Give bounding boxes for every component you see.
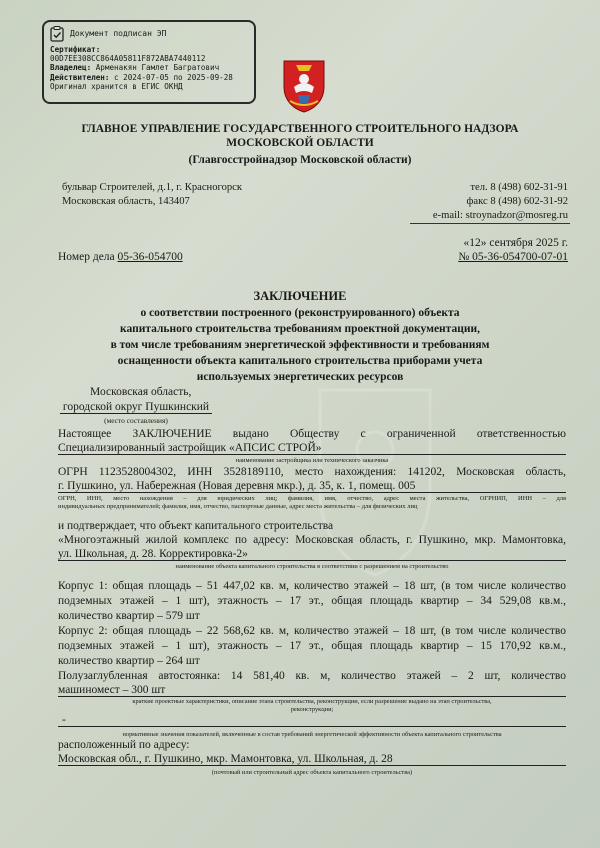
building2-line1: Корпус 2: общая площадь – 22 568,62 кв. м, количество этажей – 18 шт, (в том числе количество <box>58 625 566 637</box>
object-caption: наименование объекта капитального строительства в соответствии с разрешением на строительство <box>175 563 449 570</box>
located-at-label: расположенный по адресу: <box>58 739 190 751</box>
place-caption: (место составления) <box>104 416 168 425</box>
object-name-line2: ул. Школьная, д. 28. Корректировка-2» <box>58 548 566 561</box>
divider <box>410 223 570 224</box>
building1-line1: Корпус 1: общая площадь – 51 447,02 кв. м, количество этажей – 18 шт, (в том числе количество <box>58 580 566 592</box>
signature-title: Документ подписан ЭП <box>70 29 167 39</box>
developer-caption: наименование застройщика или технического заказчика <box>235 457 389 464</box>
e-signature-stamp <box>42 20 256 104</box>
ogrn-line2: г. Пушкино, ул. Набережная (Новая деревня мкр.), д. 35, к. 1, помещ. 005 <box>58 480 566 493</box>
title-line5: используемых энергетических ресурсов <box>196 371 404 383</box>
parking-line2: машиномест – 300 шт <box>58 684 566 697</box>
object-address: Московская обл., г. Пушкино, мкр. Мамонтовка, ул. Школьная, д. 28 <box>58 753 566 766</box>
case-number-row <box>58 250 183 264</box>
title-line2: капитального строительства требованиям проектной документации, <box>120 323 480 335</box>
document-title: ЗАКЛЮЧЕНИЕ <box>253 289 347 303</box>
energy-values-caption: нормативные значения показателей, включенные в состав требований энергетической эффективности объекта капитального строительства <box>122 731 502 738</box>
agency-address-line1: бульвар Строителей, д.1, г. Красногорск <box>62 182 243 193</box>
case-number-label: Номер дела <box>58 251 115 263</box>
agency-short-name: (Главгосстройнадзор Московской области) <box>188 154 412 166</box>
agency-email: e-mail: stroynadzor@mosreg.ru <box>432 210 568 221</box>
document-number: № 05-36-054700-07-01 <box>458 251 568 263</box>
valid-value: с 2024-07-05 по 2025-09-28 <box>114 72 233 82</box>
confirms-text: и подтверждает, что объект капитального строительства <box>58 520 334 532</box>
object-address-caption: (почтовый или строительный адрес объекта капитального строительства) <box>211 769 413 776</box>
ogrn-caption-line1: ОГРН, ИНН, место нахождения – для юридических лиц; фамилия, имя, отчество, адрес места жительства, ОГРНИП, ИНН – для <box>58 495 566 502</box>
agency-name-line1: ГЛАВНОЕ УПРАВЛЕНИЕ ГОСУДАРСТВЕННОГО СТРОИТЕЛЬНОГО НАДЗОРА <box>81 123 519 135</box>
issued-to-line2: Специализированный застройщик «АПСИС СТРОЙ» <box>58 442 566 455</box>
parking-line1: Полузаглубленная автостоянка: 14 581,40 кв. м, количество этажей – 2 шт, количество <box>58 670 566 682</box>
storage-note: Оригинал хранится в ЕГИС ОКНД <box>50 81 183 91</box>
ogrn-caption-line2: индивидуальных предпринимателей; фамилия, имя, отчество, паспортные данные, адрес места жительства – для физических лиц <box>58 503 418 510</box>
short-characteristics-caption1: краткие проектные характеристики, описание этапа строительства, реконструкции, если разрешение выдано на этап строительства, <box>132 698 492 705</box>
building2-line3: количество квартир – 264 шт <box>58 655 200 667</box>
document-date: «12» сентября 2025 г. <box>463 237 568 249</box>
owner-label: Владелец: <box>50 63 92 73</box>
title-line4: оснащенности объекта капитального строительства приборами учета <box>117 355 483 367</box>
place-line2: городской округ Пушкинский <box>60 401 212 414</box>
title-line1: о соответствии построенного (реконструированного) объекта <box>140 307 460 319</box>
agency-phone: тел. 8 (498) 602-31-91 <box>470 182 568 193</box>
object-name-line1: «Многоэтажный жилой комплекс по адресу: Московская область, г. Пушкино, мкр. Мамонтовка, <box>58 534 566 546</box>
building1-line3: количество квартир – 579 шт <box>58 610 200 622</box>
agency-name-line2: МОСКОВСКОЙ ОБЛАСТИ <box>226 137 374 149</box>
document-check-icon <box>50 26 64 42</box>
place-line1: Московская область, <box>90 386 192 398</box>
short-characteristics-caption2: реконструкции; <box>290 706 334 713</box>
ogrn-line1: ОГРН 1123528004302, ИНН 3528189110, место нахождения: 141202, Московская область, <box>58 466 566 478</box>
case-number: 05-36-054700 <box>117 251 183 263</box>
cert-label: Сертификат: <box>50 45 101 54</box>
energy-values-placeholder: - <box>58 714 566 727</box>
building1-line2: подземных этажей – 1 шт), этажность – 17 эт., общая площадь квартир – 34 529,08 кв.м., <box>58 595 566 607</box>
moscow-oblast-emblem <box>276 57 332 113</box>
issued-to-line1: Настоящее ЗАКЛЮЧЕНИЕ выдано Обществу с ограниченной ответственностью <box>58 428 566 440</box>
agency-fax: факс 8 (498) 602-31-92 <box>466 196 568 207</box>
valid-label: Действителен: <box>50 72 110 82</box>
cert-value: 00D7EE308CC864A05811F872ABA7440112 <box>50 54 206 64</box>
title-line3: в том числе требованиям энергетической эффективности и требованиям <box>110 339 490 351</box>
agency-address-line2: Московская область, 143407 <box>62 196 190 207</box>
building2-line2: подземных этажей – 1 шт), этажность – 17 эт., общая площадь квартир – 15 170,92 кв.м., <box>58 640 566 652</box>
owner-value: Арменакян Гамлет Багратович <box>95 63 220 73</box>
